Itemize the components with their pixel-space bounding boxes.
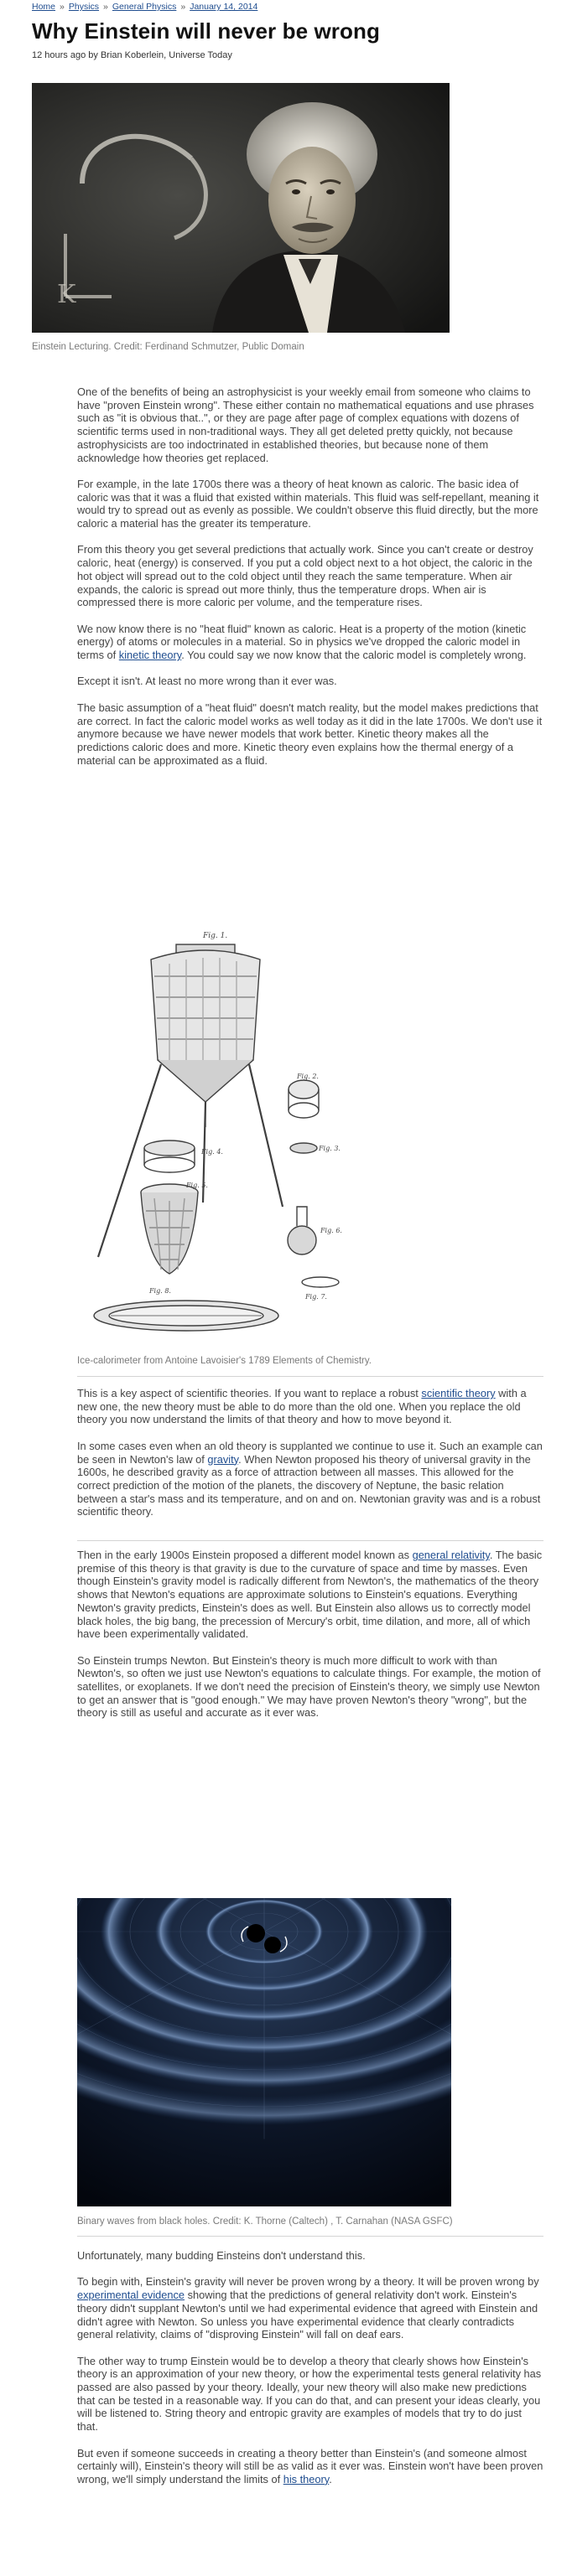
article-body-section-1 bbox=[77, 385, 543, 767]
breadcrumb-separator: » bbox=[103, 2, 108, 12]
calorimeter-caption: Ice-calorimeter from Antoine Lavoisier's 1789 Elements of Chemistry. bbox=[77, 1356, 372, 1366]
breadcrumb-home-link[interactable]: Home bbox=[32, 2, 56, 12]
his-theory-link[interactable]: his theory bbox=[283, 2472, 330, 2485]
paragraph-text: . When Newton proposed his theory of universal gravity in the 1600s, he described gravity as a force of attraction between all masses. This allowed for the correct prediction of the motion of the planets, the discovery of Neptune, the basic relation between a star's mass and its temperature, and on and on. Newtonian gravity was and is a robust scientific theory. bbox=[77, 1452, 541, 1518]
experimental-evidence-link[interactable]: experimental evidence bbox=[77, 2289, 185, 2302]
paragraph: The other way to trump Einstein would be to develop a theory that clearly shows how Einstein's theory is an approximation of your new theory, or how the experimental tests general relativity has passed are also passed by your theory. Ideally, your new theory will also make new predictions that can be tested in a reasonable way. If you can do that, and can present your ideas clearly, you will be listened to. String theory and entropic gravity are examples of models that try to do just that. bbox=[77, 2354, 542, 2434]
breadcrumb-separator: » bbox=[60, 2, 65, 12]
paragraph-text: We now know there is no "heat fluid" known as caloric. Heat is a property of the motion (kinetic energy) of atoms or molecules in a material. So in physics we've dropped the caloric model in terms of bbox=[77, 622, 527, 662]
breadcrumb-separator: » bbox=[180, 2, 186, 12]
paragraph-text: with a new one, the new theory must be able to do more than the old one. When you replace the old theory you now understand the limits of that theory and how to move beyond it. bbox=[77, 1387, 527, 1426]
caption-divider bbox=[77, 1376, 543, 1377]
paragraph bbox=[77, 2275, 543, 2341]
figure-label: Fig. 5. bbox=[186, 1182, 208, 1189]
paragraph bbox=[77, 2447, 543, 2486]
waves-caption: Binary waves from black holes. Credit: K. Thorne (Caltech) , T. Carnahan (NASA GSFC) bbox=[77, 2216, 453, 2227]
figure-label: Fig. 3. bbox=[319, 1145, 341, 1152]
paragraph: For example, in the late 1700s there was a theory of heat known as caloric. The basic idea of caloric was that it was a fluid that existed within materials. This fluid was self-repellant, meaning it would try to spread out as evenly as possible. We couldn't observe this fluid directly, but the more caloric a material has the greater its temperature. bbox=[77, 477, 539, 530]
article-byline: 12 hours ago by Brian Koberlein, Universe Today bbox=[32, 50, 232, 60]
paragraph bbox=[77, 623, 543, 662]
paragraph: The basic assumption of a "heat fluid" doesn't match reality, but the model makes predictions that are correct. In fact the caloric model works as well today as it did in the late 1700s. We don't use it anymore because we have newer models that work better. Kinetic theory makes all the predictions caloric does and more. Kinetic theory even explains how the thermal energy of a material can be approximated as a fluid. bbox=[77, 701, 543, 767]
figure-label: Fig. 6. bbox=[320, 1227, 342, 1234]
paragraph-text: showing that the predictions of general relativity don't work. Einstein's theory didn't supplant Newton's until we had experimental evidence that agreed with Einstein and didn't agree with Newton. So unless you have experimental evidence that clearly contradicts general relativity, claims of "disproving Einstein" will fall on deaf ears. bbox=[77, 2289, 538, 2341]
ice-calorimeter-illustration bbox=[77, 926, 413, 1345]
article-body-section-4 bbox=[77, 2249, 543, 2486]
breadcrumb-physics-link[interactable]: Physics bbox=[68, 2, 100, 12]
chalk-letter: K bbox=[57, 280, 76, 309]
paragraph: Unfortunately, many budding Einsteins don't understand this. bbox=[77, 2249, 366, 2262]
paragraph: From this theory you get several predictions that actually work. Since you can't create or destroy caloric, heat (energy) is conserved. If you put a cold object next to a hot object, the caloric in the hot object will spread out to the cold object until they reach the same temperature. When air expands, the caloric is spread out more thinly, thus the temperature drops. When air is compressed there is more caloric per volume, and the temperature rises. bbox=[77, 543, 533, 609]
paragraph bbox=[77, 1440, 543, 1518]
figure-label: Fig. 7. bbox=[305, 1293, 327, 1301]
breadcrumb bbox=[32, 2, 257, 12]
breadcrumb-general-physics-link[interactable]: General Physics bbox=[112, 2, 177, 12]
binary-black-hole-waves-image bbox=[77, 1898, 451, 2206]
paragraph-text: . The basic premise of this theory is that gravity is due to the curvature of space and time by masses. Even though Einstein's gravity model is radically different from Newton's, the mathematics of the theory shows that Newton's equations are approximate solutions to Einstein's equations. Everything Newton's gravity predicts, Einstein's does as well. But Einstein also allows us to correctly model black holes, the big bang, the precession of Mercury's orbit, time dilation, and more, all of which have been experimentally validated. bbox=[77, 1549, 543, 1641]
article-body-section-2 bbox=[77, 1387, 543, 1518]
kinetic-theory-link[interactable]: kinetic theory bbox=[118, 649, 182, 662]
paragraph-text: But even if someone succeeds in creating a theory better than Einstein's (and someone almost certainly will), Einstein's theory will still be as valid as it ever was. Einstein won't have been proven wrong, we'll simply understand the limits of bbox=[77, 2446, 543, 2485]
figure-label: Fig. 4. bbox=[201, 1148, 223, 1156]
paragraph-text: This is a key aspect of scientific theories. If you want to replace a robust bbox=[77, 1387, 419, 1399]
paragraph bbox=[77, 1387, 543, 1426]
section-divider bbox=[77, 1540, 543, 1541]
article-body-section-3 bbox=[77, 1549, 543, 1720]
paragraph: One of the benefits of being an astrophysicist is your weekly email from someone who claims to have "proven Einstein wrong". These either contain no mathematical equations and use phrases such as "it is obvious that..", or they are page after page of complex equations with dozens of scientific terms used in non-traditional ways. They all get deleted pretty quickly, not because astrophysicists are too indoctrinated in established theories, but because none of them acknowledge how theories get replaced. bbox=[77, 385, 534, 464]
paragraph-text: . You could say we now know that the caloric model is completely wrong. bbox=[181, 649, 527, 662]
general-relativity-link[interactable]: general relativity bbox=[412, 1549, 490, 1561]
paragraph: Except it isn't. At least no more wrong than it ever was. bbox=[77, 675, 337, 688]
breadcrumb-date-link[interactable]: January 14, 2014 bbox=[190, 2, 258, 12]
paragraph-text: To begin with, Einstein's gravity will never be proven wrong by a theory. It will be proven wrong by bbox=[77, 2275, 539, 2289]
paragraph-text: Then in the early 1900s Einstein proposed a different model known as bbox=[77, 1549, 410, 1561]
paragraph-text: In some cases even when an old theory is supplanted we continue to use it. Such an example can be seen in Newton's law of bbox=[77, 1439, 543, 1466]
einstein-photo-caption: Einstein Lecturing. Credit: Ferdinand Schmutzer, Public Domain bbox=[32, 342, 304, 352]
einstein-lecturing-photo bbox=[32, 83, 450, 333]
paragraph bbox=[77, 1549, 543, 1641]
paragraph-text: . bbox=[329, 2472, 332, 2485]
figure-label: Fig. 1. bbox=[203, 932, 228, 940]
scientific-theory-link[interactable]: scientific theory bbox=[421, 1387, 496, 1399]
figure-label: Fig. 8. bbox=[149, 1287, 171, 1295]
caption-divider bbox=[77, 2236, 543, 2237]
paragraph: So Einstein trumps Newton. But Einstein's theory is much more difficult to work with than Newton's, so often we just use Newton's equations to calculate things. For example, the motion of satellites, or exoplanets. If we don't need the precision of Einstein's theory, we simply use Newton to get an answer that is "good enough." We may have proven Newton's theory "wrong", but the theory is still as useful and accurate as it ever was. bbox=[77, 1653, 541, 1720]
figure-label: Fig. 2. bbox=[297, 1073, 319, 1080]
article-title: Why Einstein will never be wrong bbox=[32, 18, 380, 44]
gravity-link[interactable]: gravity bbox=[207, 1452, 239, 1466]
